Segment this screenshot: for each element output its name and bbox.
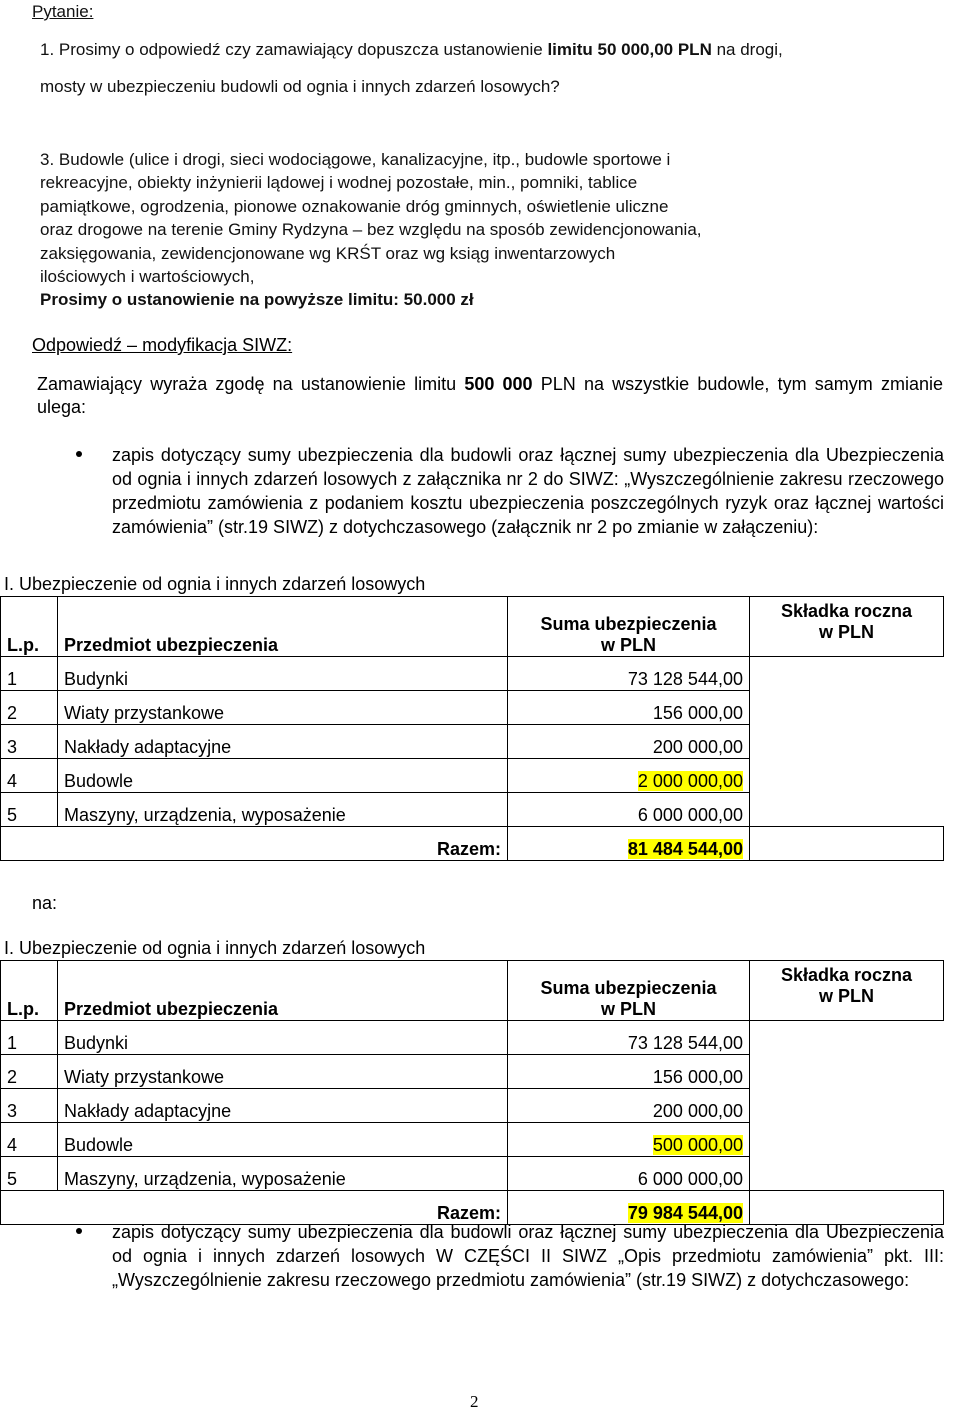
question-1-line-2: mosty w ubezpieczeniu budowli od ognia i innych zdarzeń losowych? bbox=[40, 77, 560, 96]
question-3-line: ilościowych i wartościowych, bbox=[40, 267, 255, 287]
table-row bbox=[1, 1055, 944, 1089]
cell-premium bbox=[750, 691, 944, 725]
question-1-limit: limitu 50 000,00 PLN bbox=[547, 40, 712, 59]
cell-lp: 5 bbox=[1, 793, 58, 827]
total-value: 79 984 544,00 bbox=[627, 1203, 743, 1223]
question-3-line: oraz drogowe na terenie Gminy Rydzyna – bez względu na sposób zewidencjonowania, bbox=[40, 220, 702, 240]
header-subject: Przedmiot ubezpieczenia bbox=[58, 961, 508, 1021]
page-number: 2 bbox=[470, 1392, 479, 1411]
cell-subject: Nakłady adaptacyjne bbox=[58, 1089, 508, 1123]
cell-subject: Maszyny, urządzenia, wyposażenie bbox=[58, 1157, 508, 1191]
header-sum-line: Suma ubezpieczenia bbox=[540, 614, 717, 634]
cell-premium bbox=[750, 725, 944, 759]
bullet-dot bbox=[76, 1228, 82, 1234]
cell-lp: 1 bbox=[1, 657, 58, 691]
cell-lp: 2 bbox=[1, 691, 58, 725]
header-sum bbox=[508, 961, 750, 1021]
na-label: na: bbox=[32, 893, 58, 913]
cell-lp: 2 bbox=[1, 1055, 58, 1089]
answer-heading: Odpowiedź – modyfikacja SIWZ: bbox=[32, 335, 293, 355]
table-before bbox=[0, 596, 944, 861]
cell-empty bbox=[1, 827, 58, 861]
answer-text: Zamawiający wyraża zgodę na ustanowienie limitu bbox=[37, 374, 465, 394]
table-after bbox=[0, 960, 944, 1225]
table-header-row bbox=[1, 597, 944, 657]
cell-premium bbox=[750, 1089, 944, 1123]
highlighted-value: 500 000,00 bbox=[652, 1135, 743, 1155]
header-sum-unit: w PLN bbox=[600, 635, 656, 655]
cell-lp: 3 bbox=[1, 725, 58, 759]
question-1-text: Prosimy o odpowiedź czy zamawiający dopuszcza ustanowienie bbox=[58, 40, 548, 59]
question-3-line: zaksięgowania, zewidencjonowane wg KRŚT oraz wg ksiąg inwentarzowych bbox=[40, 243, 616, 263]
header-premium bbox=[750, 961, 944, 1021]
cell-empty bbox=[1, 1191, 58, 1225]
header-premium-unit: w PLN bbox=[818, 622, 874, 642]
cell-sum: 6 000 000,00 bbox=[508, 1157, 750, 1191]
cell-sum: 200 000,00 bbox=[508, 1089, 750, 1123]
cell-premium bbox=[750, 657, 944, 691]
header-premium-line: Składka roczna bbox=[780, 965, 913, 985]
table-row bbox=[1, 725, 944, 759]
cell-premium bbox=[750, 793, 944, 827]
table-row bbox=[1, 1123, 944, 1157]
cell-subject: Wiaty przystankowe bbox=[58, 691, 508, 725]
table-after-title: I. Ubezpieczenie od ognia i innych zdarzeń losowych bbox=[4, 938, 426, 958]
table-row bbox=[1, 793, 944, 827]
cell-sum: 73 128 544,00 bbox=[508, 1021, 750, 1055]
bullet-dot bbox=[76, 451, 82, 457]
cell-premium bbox=[750, 1055, 944, 1089]
table-row bbox=[1, 1157, 944, 1191]
question-1-line-1 bbox=[40, 40, 783, 60]
cell-subject: Budowle bbox=[58, 1123, 508, 1157]
header-sum bbox=[508, 597, 750, 657]
table-total-row bbox=[1, 827, 944, 861]
question-1-text-end: na drogi, bbox=[711, 40, 783, 59]
header-subject: Przedmiot ubezpieczenia bbox=[58, 597, 508, 657]
table-before-title: I. Ubezpieczenie od ognia i innych zdarzeń losowych bbox=[4, 574, 426, 594]
header-premium bbox=[750, 597, 944, 657]
answer-limit: 500 000 bbox=[464, 374, 533, 394]
header-lp: L.p. bbox=[1, 961, 58, 1021]
cell-premium bbox=[750, 759, 944, 793]
cell-subject: Budynki bbox=[58, 657, 508, 691]
total-label: Razem: bbox=[58, 1191, 508, 1225]
table-row bbox=[1, 759, 944, 793]
cell-subject: Maszyny, urządzenia, wyposażenie bbox=[58, 793, 508, 827]
table-row bbox=[1, 1021, 944, 1055]
question-3-line: pamiątkowe, ogrodzenia, pionowe oznakowanie dróg gminnych, oświetlenie uliczne bbox=[40, 196, 669, 216]
total-value: 81 484 544,00 bbox=[627, 839, 743, 859]
cell-sum: 200 000,00 bbox=[508, 725, 750, 759]
cell-sum: 156 000,00 bbox=[508, 691, 750, 725]
cell-sum: 156 000,00 bbox=[508, 1055, 750, 1089]
cell-lp: 4 bbox=[1, 1123, 58, 1157]
cell-premium bbox=[750, 1123, 944, 1157]
table-row bbox=[1, 1089, 944, 1123]
cell-subject: Budowle bbox=[58, 759, 508, 793]
total-value-cell bbox=[508, 827, 750, 861]
cell-subject: Nakłady adaptacyjne bbox=[58, 725, 508, 759]
cell-lp: 5 bbox=[1, 1157, 58, 1191]
header-premium-line: Składka roczna bbox=[780, 601, 913, 621]
cell-premium bbox=[750, 827, 944, 861]
cell-lp: 3 bbox=[1, 1089, 58, 1123]
header-lp: L.p. bbox=[1, 597, 58, 657]
cell-subject: Budynki bbox=[58, 1021, 508, 1055]
question-3-line: 3. Budowle (ulice i drogi, sieci wodociągowe, kanalizacyjne, itp., budowle sportowe i bbox=[40, 150, 671, 169]
table-row bbox=[1, 657, 944, 691]
cell-sum: 6 000 000,00 bbox=[508, 793, 750, 827]
question-3-line: rekreacyjne, obiekty inżynierii lądowej i wodnej pozostałe, min., pomniki, tablice bbox=[40, 173, 638, 193]
bullet-2-text: zapis dotyczący sumy ubezpieczenia dla budowli oraz łącznej sumy ubezpieczenia dla Ubezpieczenia od ognia i innych zdarzeń losowych W CZĘŚCI II SIWZ „Opis przedmiotu zamówienia” pkt. III: „Wyszczególnienie zakresu rzeczowego przedmiotu zamówienia” (str.19 SIWZ) z dotychczasowego: bbox=[112, 1222, 944, 1290]
bullet-1-text: zapis dotyczący sumy ubezpieczenia dla budowli oraz łącznej sumy ubezpieczenia dla Ubezpieczenia od ognia i innych zdarzeń losowych z załącznika nr 2 do SIWZ: „Wyszczególnienie zakresu rzeczowego przedmiotu zamówienia z podaniem kosztu ubezpieczenia poszczególnych ryzyk oraz łącznej wartości zamówienia” (str.19 SIWZ) z dotychczasowego (załącznik nr 2 po zmianie w załączeniu): bbox=[112, 445, 944, 537]
cell-sum: 73 128 544,00 bbox=[508, 657, 750, 691]
table-header-row bbox=[1, 961, 944, 1021]
highlighted-value: 2 000 000,00 bbox=[637, 771, 743, 791]
answer-text-end: PLN na wszystkie budowle, tym samym zmianie ulega: bbox=[37, 374, 944, 417]
cell-lp: 4 bbox=[1, 759, 58, 793]
header-sum-unit: w PLN bbox=[600, 999, 656, 1019]
total-label: Razem: bbox=[58, 827, 508, 861]
cell-sum bbox=[508, 1123, 750, 1157]
table-row bbox=[1, 691, 944, 725]
header-sum-line: Suma ubezpieczenia bbox=[540, 978, 717, 998]
question-3-block bbox=[40, 148, 840, 312]
question-heading: Pytanie: bbox=[32, 2, 94, 21]
question-1-number: 1. bbox=[40, 40, 55, 59]
cell-sum bbox=[508, 759, 750, 793]
answer-paragraph bbox=[37, 373, 943, 419]
cell-subject: Wiaty przystankowe bbox=[58, 1055, 508, 1089]
header-premium-unit: w PLN bbox=[818, 986, 874, 1006]
cell-premium bbox=[750, 1021, 944, 1055]
cell-lp: 1 bbox=[1, 1021, 58, 1055]
cell-premium bbox=[750, 1157, 944, 1191]
question-3-request: Prosimy o ustanowienie na powyższe limitu: 50.000 zł bbox=[40, 290, 474, 310]
